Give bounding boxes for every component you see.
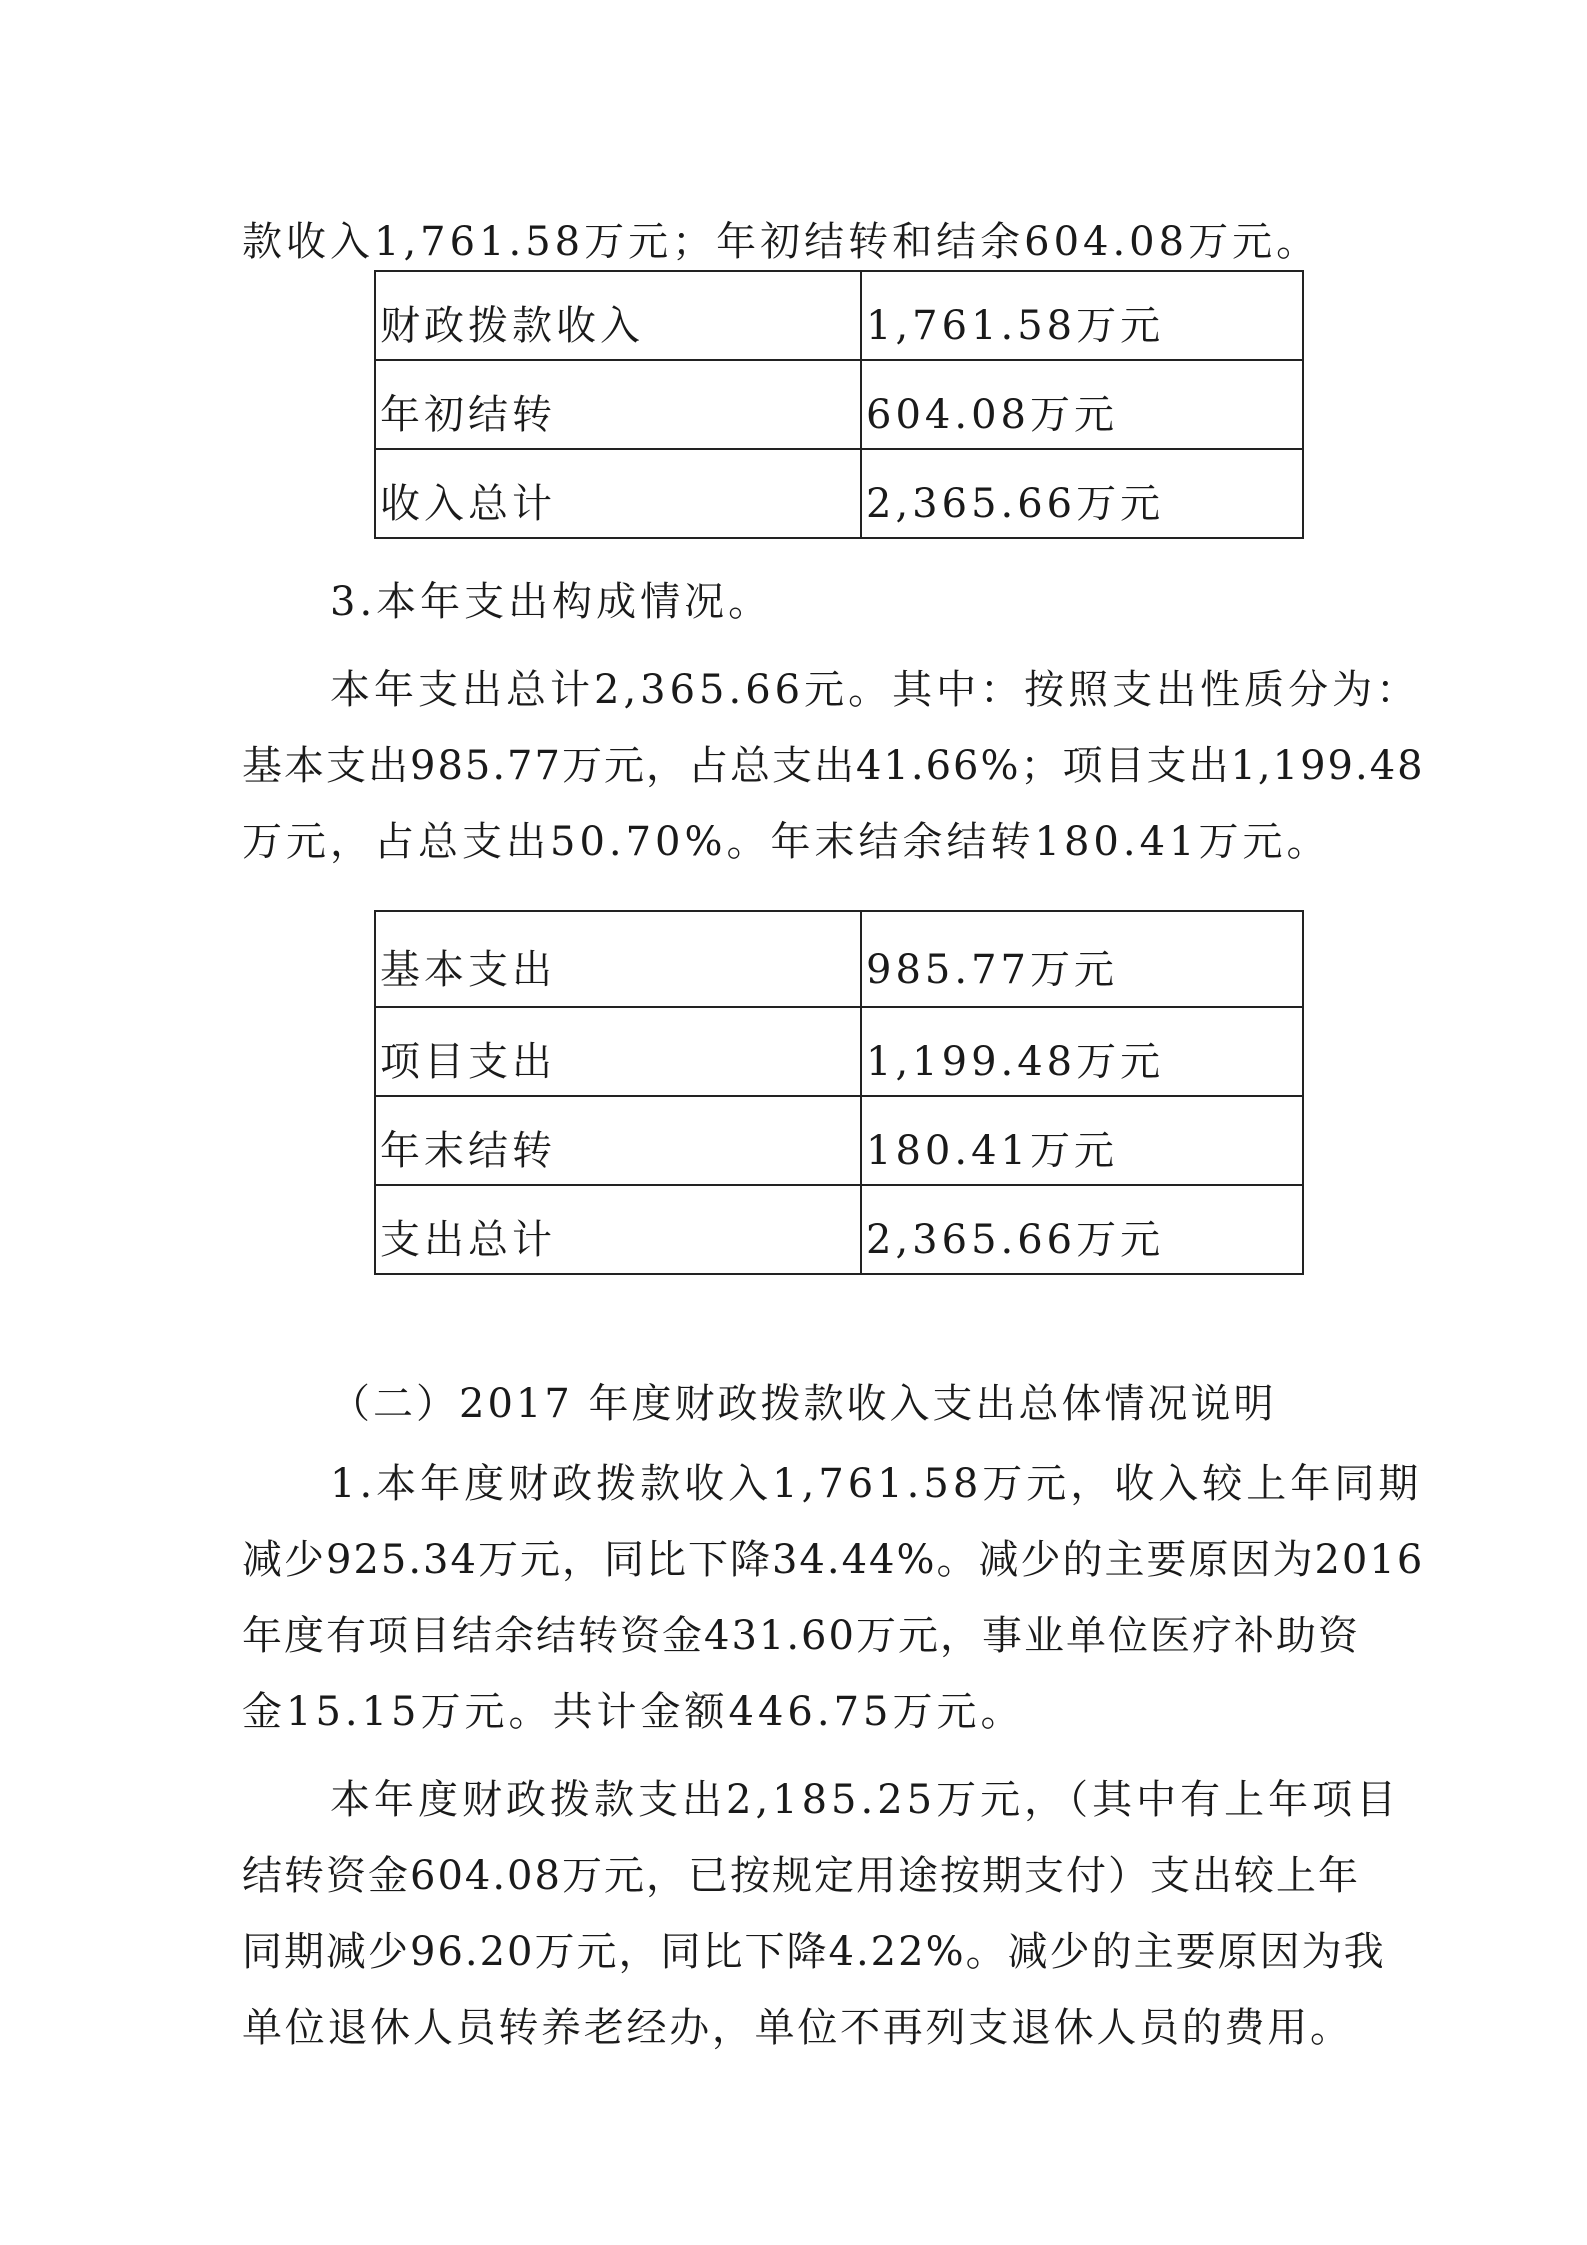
paragraph-income-summary: 款收入1,761.58万元；年初结转和结余604.08万元。 <box>242 219 1321 265</box>
income-label-carryover: 年初结转 <box>375 360 861 449</box>
paragraph-expense-line3: 万元，占总支出50.70%。年末结余结转180.41万元。 <box>242 819 1331 865</box>
expense-value-yearend: 180.41万元 <box>861 1096 1303 1185</box>
income-label-total: 收入总计 <box>375 449 861 538</box>
table-row <box>375 449 1303 538</box>
table-row <box>375 1185 1303 1274</box>
expense-value-project: 1,199.48万元 <box>861 1007 1303 1096</box>
paragraph-fiscal-expense-line4: 单位退休人员转养老经办，单位不再列支退休人员的费用。 <box>242 2005 1352 2051</box>
income-value-fiscal: 1,761.58万元 <box>861 271 1303 360</box>
income-value-total: 2,365.66万元 <box>861 449 1303 538</box>
table-row <box>375 911 1303 1007</box>
paragraph-fiscal-expense-line2: 结转资金604.08万元，已按规定用途按期支付）支出较上年 <box>242 1853 1360 1899</box>
expense-label-project: 项目支出 <box>375 1007 861 1096</box>
subheading-expense-composition: 3.本年支出构成情况。 <box>330 579 773 625</box>
expense-label-total: 支出总计 <box>375 1185 861 1274</box>
table-row <box>375 1096 1303 1185</box>
paragraph-expense-line1: 本年支出总计2,365.66元。其中：按照支出性质分为： <box>330 667 1421 713</box>
expense-label-yearend: 年末结转 <box>375 1096 861 1185</box>
table-row <box>375 1007 1303 1096</box>
income-table <box>374 270 1304 539</box>
paragraph-fiscal-income-line2: 减少925.34万元，同比下降34.44%。减少的主要原因为2016 <box>242 1537 1425 1583</box>
expense-value-total: 2,365.66万元 <box>861 1185 1303 1274</box>
expense-label-basic: 基本支出 <box>375 911 861 1007</box>
paragraph-fiscal-income-line3: 年度有项目结余结转资金431.60万元，事业单位医疗补助资 <box>242 1613 1360 1659</box>
paragraph-fiscal-income-line4: 金15.15万元。共计金额446.75万元。 <box>242 1689 1025 1735</box>
paragraph-fiscal-expense-line1: 本年度财政拨款支出2,185.25万元，（其中有上年项目 <box>330 1777 1401 1823</box>
paragraph-expense-line2: 基本支出985.77万元，占总支出41.66%；项目支出1,199.48 <box>242 743 1425 789</box>
paragraph-fiscal-income-line1: 1.本年度财政拨款收入1,761.58万元，收入较上年同期 <box>330 1461 1423 1507</box>
expense-table <box>374 910 1304 1275</box>
section-heading: （二）2017 年度财政拨款收入支出总体情况说明 <box>330 1381 1277 1427</box>
table-row <box>375 360 1303 449</box>
paragraph-fiscal-expense-line3: 同期减少96.20万元，同比下降4.22%。减少的主要原因为我 <box>242 1929 1386 1975</box>
income-label-fiscal: 财政拨款收入 <box>375 271 861 360</box>
expense-value-basic: 985.77万元 <box>861 911 1303 1007</box>
table-row <box>375 271 1303 360</box>
income-value-carryover: 604.08万元 <box>861 360 1303 449</box>
